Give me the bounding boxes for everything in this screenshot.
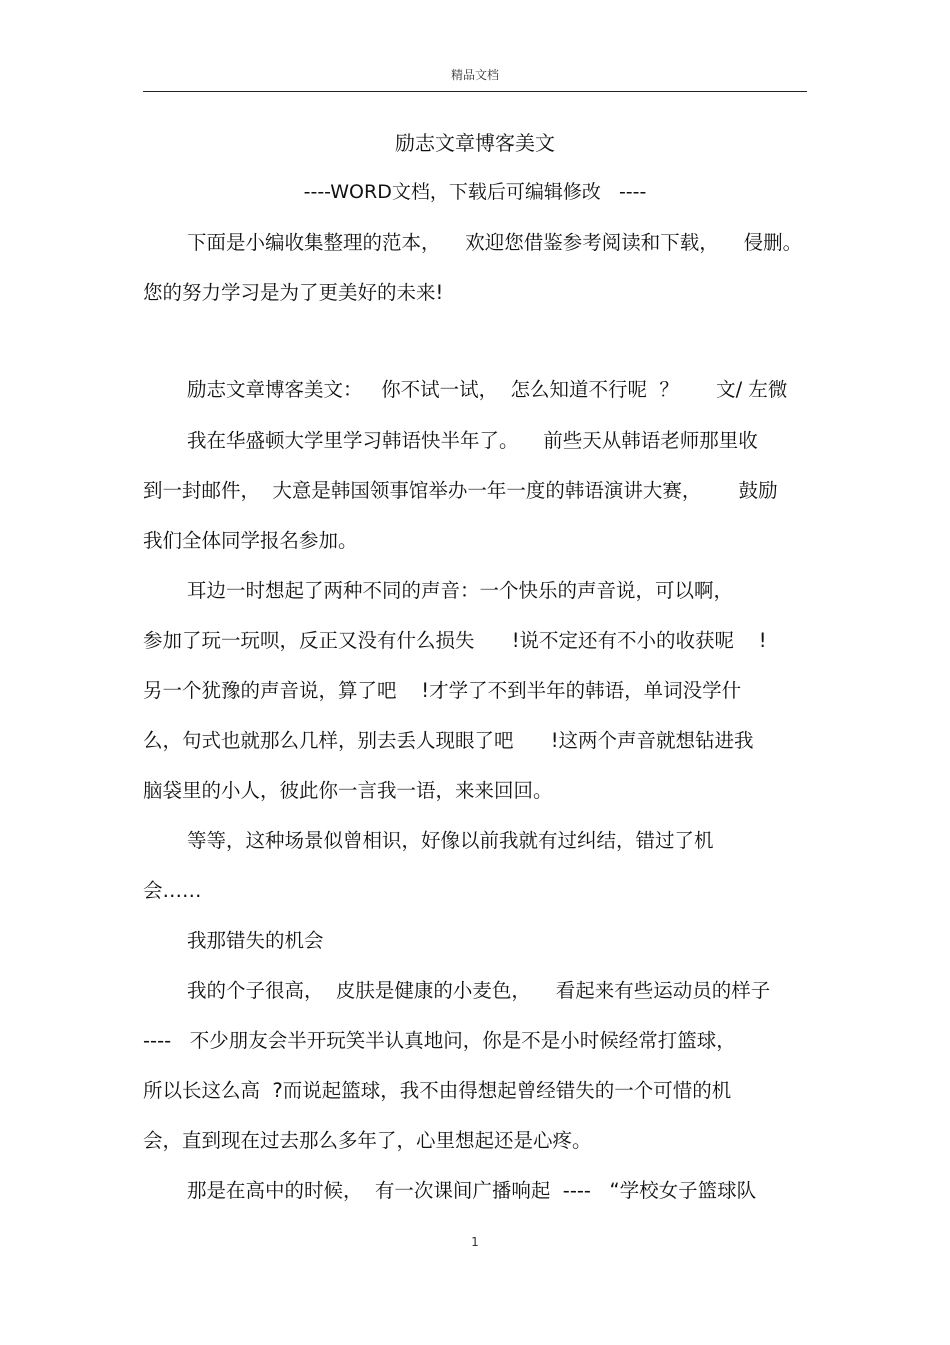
header-divider [143,91,807,92]
body-line: 那是在高中的时候， 有一次课间广播响起 ---- “学校女子篮球队 [187,1179,757,1202]
body-line: 我在华盛顿大学里学习韩语快半年了。 前些天从韩语老师那里收 [187,429,758,452]
body-line: 耳边一时想起了两种不同的声音：一个快乐的声音说，可以啊， [187,579,734,602]
body-line: 下面是小编收集整理的范本， 欢迎您借鉴参考阅读和下载， 侵删。 [187,231,803,254]
body-line: 到一封邮件， 大意是韩国领事馆举办一年一度的韩语演讲大赛， 鼓励 [143,479,778,502]
body-line: 会…… [143,879,202,902]
document-title: 励志文章博客美文 [395,131,555,155]
page-header: 精品文档 [450,68,499,82]
body-line: 另一个犹豫的声音说，算了吧 !才学了不到半年的韩语，单词没学什 [143,679,742,702]
body-line: 您的努力学习是为了更美好的未来! [143,281,444,304]
body-line: 励志文章博客美文： 你不试一试， 怎么知道不行呢 ？ 文/ 左微 [187,378,788,401]
body-line: 参加了玩一玩呗，反正又没有什么损失 !说不定还有不小的收获呢 ! [143,629,767,652]
body-line: 等等，这种场景似曾相识，好像以前我就有过纠结，错过了机 [187,829,714,852]
body-line: 所以长这么高 ?而说起篮球，我不由得想起曾经错失的一个可惜的机 [143,1079,732,1102]
body-line: 脑袋里的小人，彼此你一言我一语，来来回回。 [143,779,553,802]
page-number: 1 [471,1235,479,1249]
body-line: 我的个子很高， 皮肤是健康的小麦色， 看起来有些运动员的样子 [187,979,771,1002]
body-line: 我们全体同学报名参加。 [143,529,358,552]
body-line: ---- 不少朋友会半开玩笑半认真地问，你是不是小时候经常打篮球， [143,1029,736,1052]
section-heading: 我那错失的机会 [187,929,324,952]
document-subtitle: ----WORD文档，下载后可编辑修改 ---- [303,181,647,203]
body-line: 么，句式也就那么几样，别去丢人现眼了吧 !这两个声音就想钻进我 [143,729,754,752]
body-line: 会，直到现在过去那么多年了，心里想起还是心疼。 [143,1129,592,1152]
